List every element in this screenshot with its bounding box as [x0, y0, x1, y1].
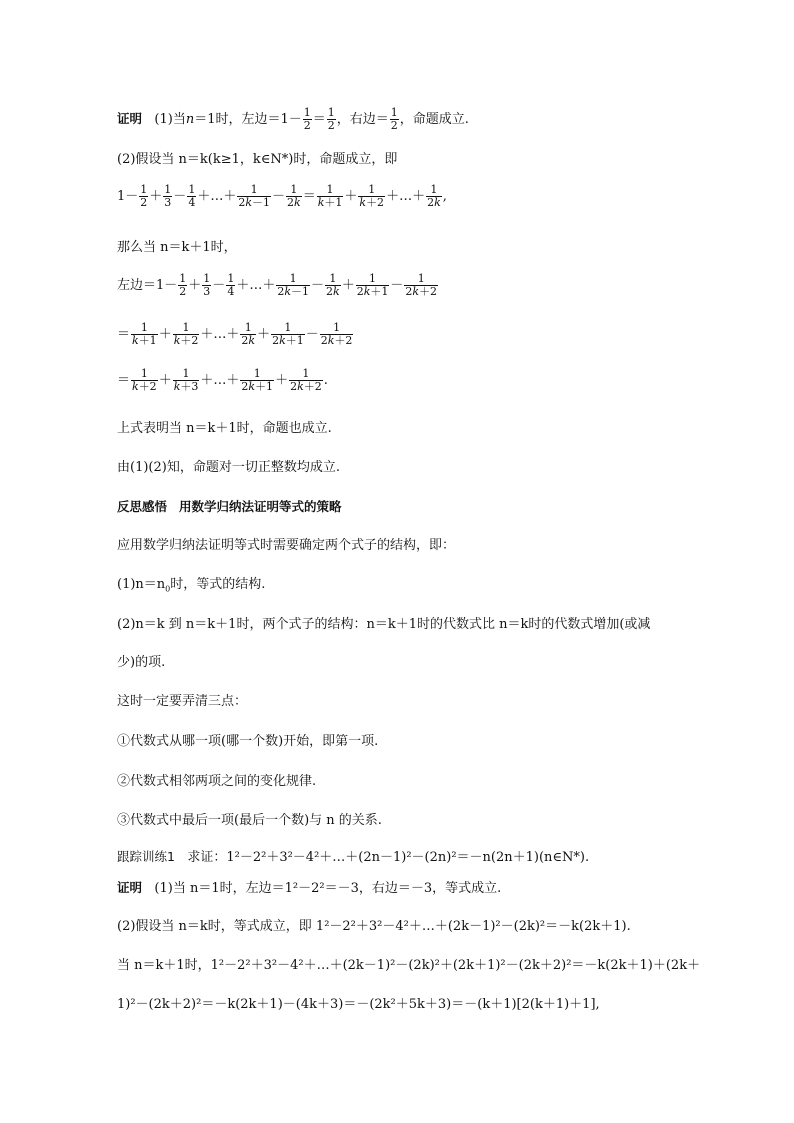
reflection-p2: $(1)n=n_0$时，等式的结构.	[117, 577, 266, 594]
reflection-heading	[117, 499, 341, 515]
text: ，右边＝	[336, 112, 389, 127]
exercise-statement	[117, 849, 589, 866]
reflection-p3b: 少)的项.	[117, 655, 166, 670]
reflection-p4: 这时一定要弄清三点：	[117, 694, 248, 709]
reflection-p5: ①代数式从哪一项(哪一个数)开始，即第一项.	[117, 734, 379, 749]
exercise-text: 求证：1²－2²＋3²－4²＋…＋(2n－1)²－(2n)²＝－n(2n＋1)(n∈N*).	[187, 850, 590, 865]
fraction: $\frac{1}{2}$	[303, 106, 311, 132]
reflection-p3a: (2)n＝k 到 n＝k＋1时，两个式子的结构：n＝k＋1时的代数式比 n＝k时的代数式增加(或减	[117, 617, 651, 632]
proof-line-9: 由(1)(2)知，命题对一切正整数均成立.	[117, 460, 340, 475]
var-n: n	[185, 112, 195, 127]
proof-line-8: 上式表明当 n＝k＋1时，命题也成立.	[117, 421, 332, 436]
exercise-proof-label: 证明	[117, 880, 143, 895]
reflection-p6: ②代数式相邻两项之间的变化规律.	[117, 774, 317, 789]
proof-line-4: 那么当 n＝k＋1时，	[117, 240, 237, 255]
proof-equation-step-3: ＝ $\frac{1}{k+2}$ ＋ $\frac{1}{k+3}$ ＋…＋ $\frac{1}{2k+1}$ ＋ $\frac{1}{2k+2}$ .	[117, 367, 328, 393]
exercise-proof-p2: (2)假设当 n＝k时，等式成立，即 1²－2²＋3²－4²＋…＋(2k－1)²－(2k)²＝－k(2k＋1).	[117, 919, 631, 934]
text: ＝	[312, 112, 326, 127]
proof-equation-hypothesis: 1－ $\frac{1}{2}$ ＋ $\frac{1}{3}$ － $\frac{1}{4}$ ＋…＋ $\frac{1}{2k-1}$ － $\frac{1}{2k}$ ＝ $\frac{1}{k+1}$ ＋ $\frac{1}{k+2}$ ＋…＋ $\frac{1}{2k}$ ,	[117, 183, 447, 209]
text: ＝1时，左边＝1－	[194, 112, 302, 127]
proof-label: 证明	[117, 111, 143, 126]
reflection-p1: 应用数学归纳法证明等式时需要确定两个式子的结构，即：	[117, 538, 456, 553]
reflection-title: 反思感悟	[117, 499, 168, 514]
text: (1)当 n＝1时，左边＝1²－2²＝－3，右边＝－3，等式成立.	[154, 881, 502, 896]
fraction: $\frac{1}{2}$	[327, 106, 335, 132]
exercise-proof-p4: 1)²－(2k＋2)²＝－k(2k＋1)－(4k＋3)＝－(2k²＋5k＋3)＝－(k＋1)[2(k＋1)＋1],	[117, 997, 600, 1012]
proof-equation-step-2: ＝ $\frac{1}{k+1}$ ＋ $\frac{1}{k+2}$ ＋…＋ $\frac{1}{2k}$ ＋ $\frac{1}{2k+1}$ － $\frac{1}{2k+2}$	[117, 321, 353, 347]
reflection-p7: ③代数式中最后一项(最后一个数)与 n 的关系.	[117, 813, 382, 828]
proof-equation-left: 左边＝1－ $\frac{1}{2}$ ＋ $\frac{1}{3}$ － $\frac{1}{4}$ ＋…＋ $\frac{1}{2k-1}$ － $\frac{1}{2k}$ ＋ $\frac{1}{2k+1}$ － $\frac{1}{2k+2}$	[117, 272, 438, 298]
exercise-proof-p1	[117, 880, 501, 897]
proof-line-2: (2)假设当 n＝k(k≥1，k∈N*)时，命题成立，即	[117, 152, 398, 167]
proof-line-1	[117, 107, 469, 132]
reflection-subtitle: 用数学归纳法证明等式的策略	[178, 499, 342, 514]
exercise-proof-p3: 当 n＝k＋1时，1²－2²＋3²－4²＋…＋(2k－1)²－(2k)²＋(2k＋1)²－(2k＋2)²＝－k(2k＋1)＋(2k＋	[117, 958, 701, 973]
text: (1)当	[154, 112, 186, 127]
exercise-title: 跟踪训练1	[117, 849, 175, 864]
fraction: $\frac{1}{2}$	[390, 106, 398, 132]
text: ，命题成立.	[399, 112, 469, 127]
